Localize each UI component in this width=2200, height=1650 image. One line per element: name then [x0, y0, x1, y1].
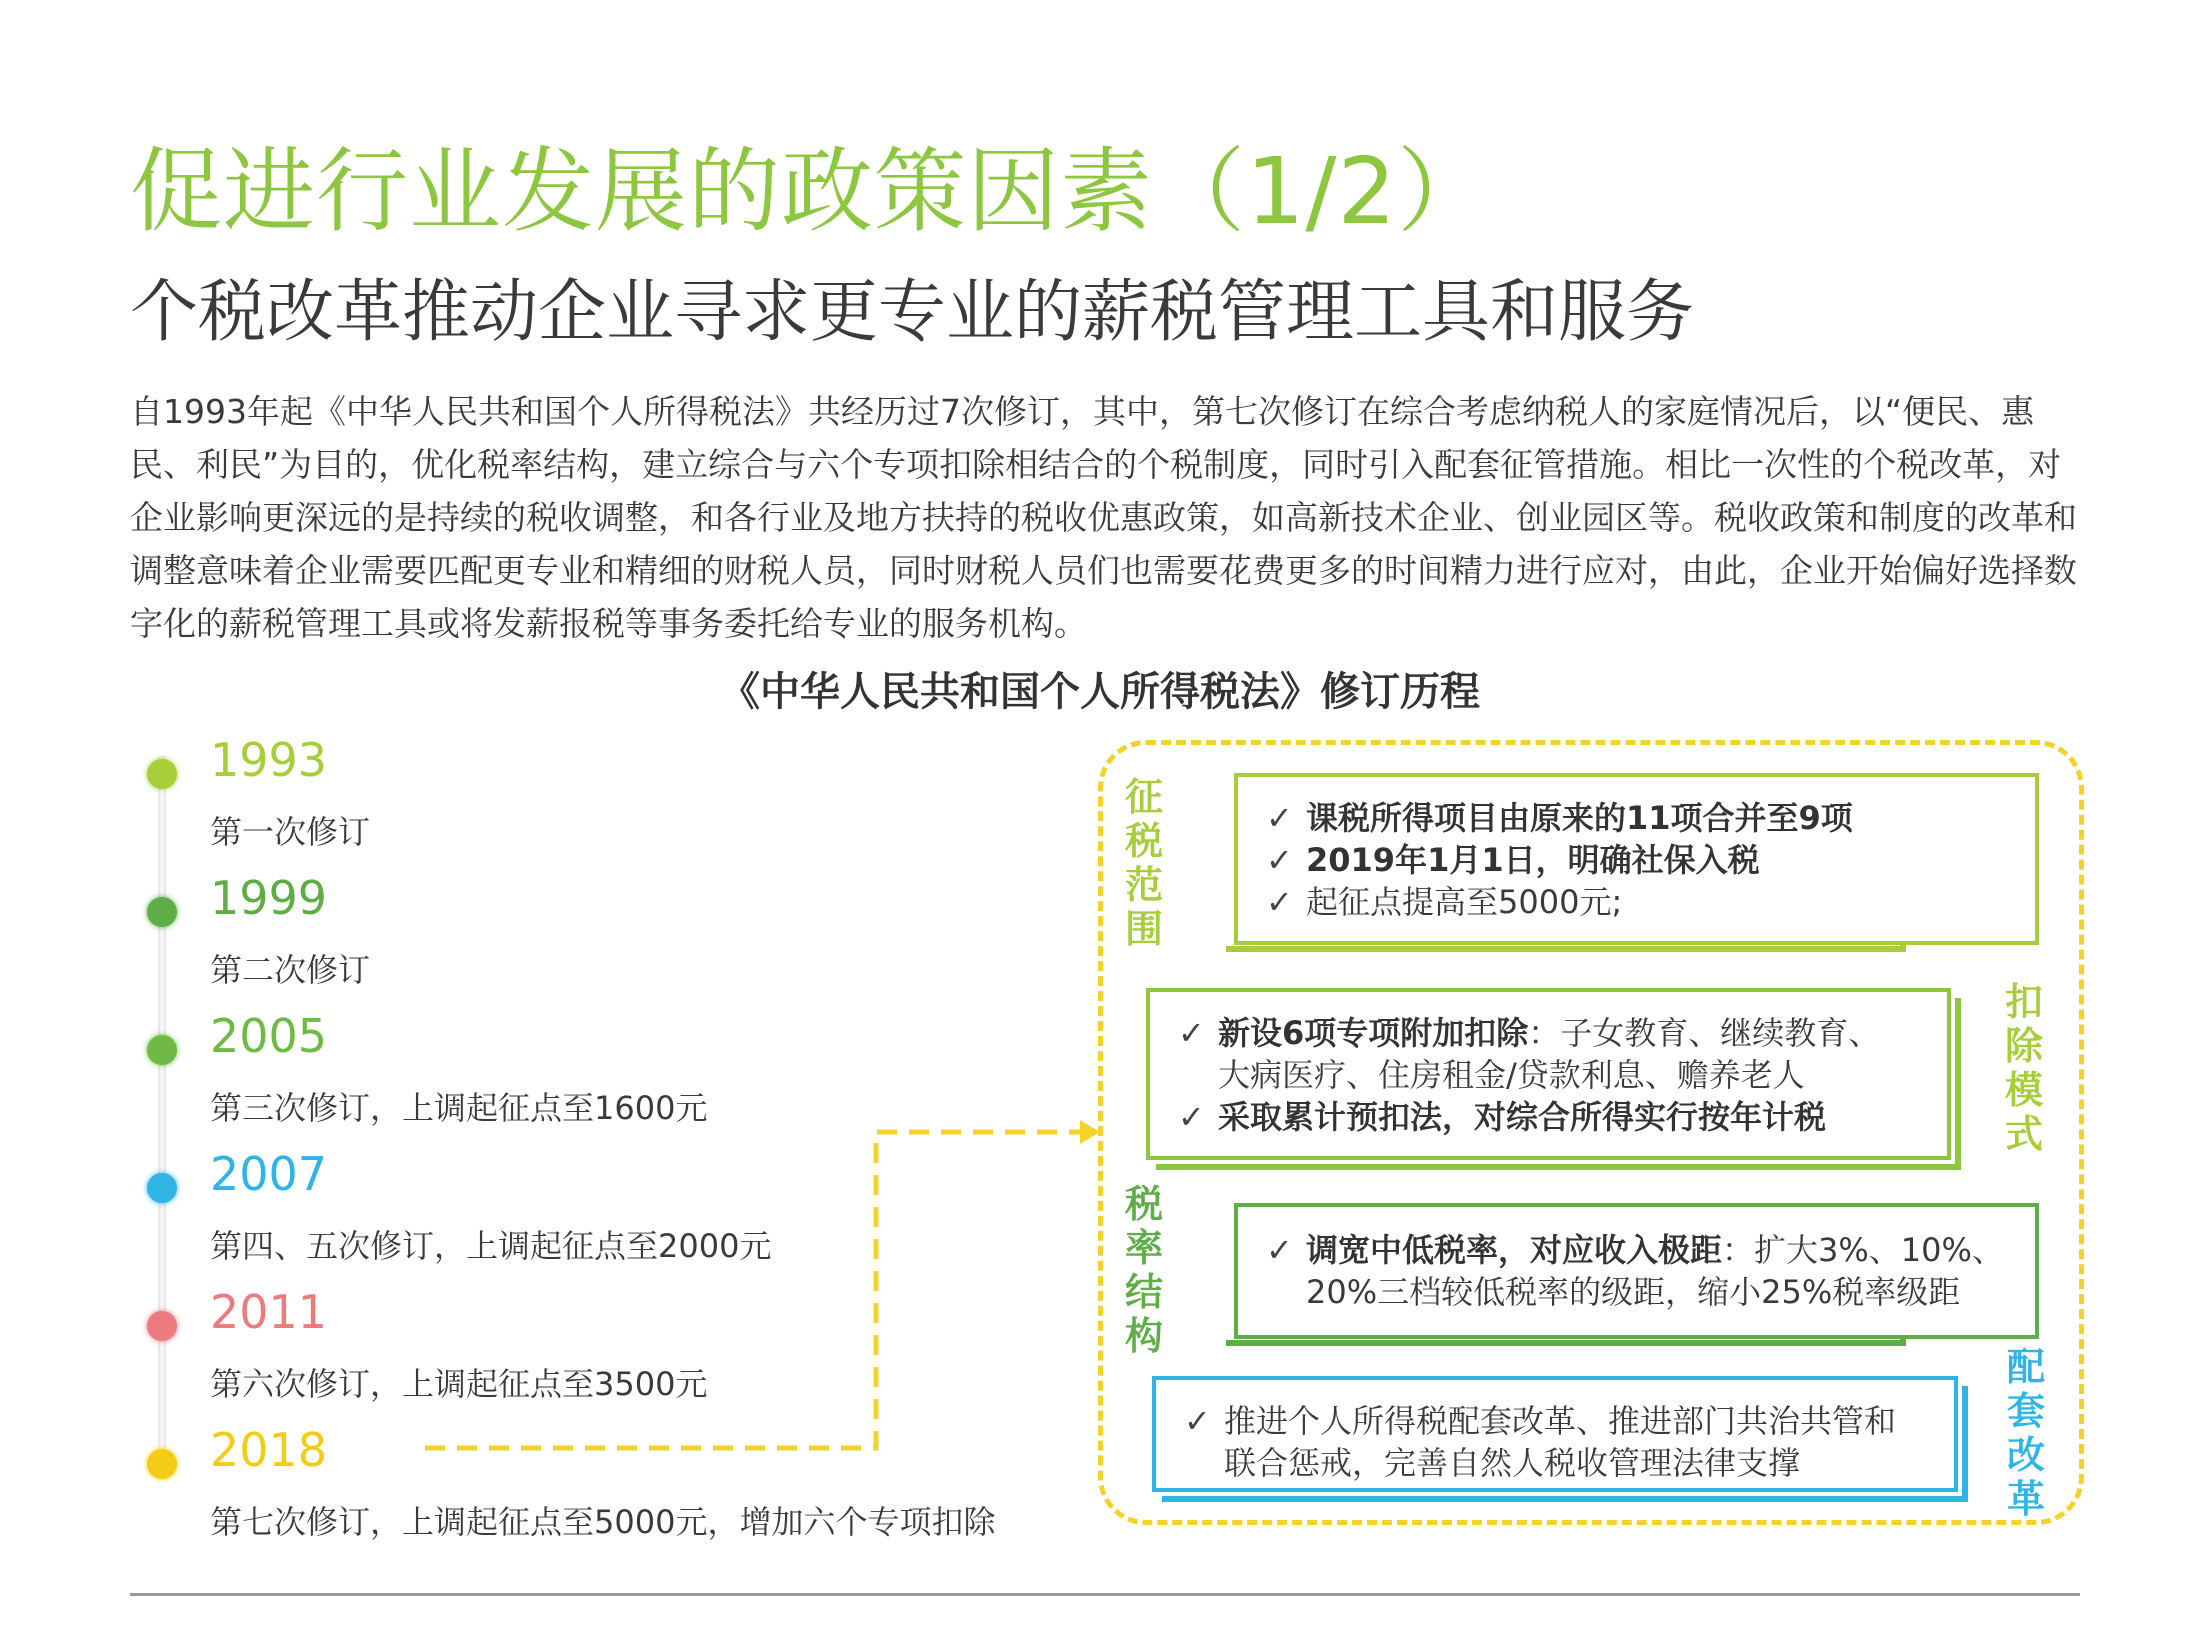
list-item: ✓ 课税所得项目由原来的11项合并至9项	[1266, 799, 1853, 837]
check-icon: ✓	[1266, 799, 1293, 837]
check-icon: ✓	[1184, 1402, 1211, 1440]
page-subtitle: 个税改革推动企业寻求更专业的薪税管理工具和服务	[130, 273, 1695, 352]
card-support	[1152, 1376, 1958, 1492]
label-support	[2002, 1345, 2050, 1521]
check-icon: ✓	[1178, 1014, 1205, 1052]
list-item-continued: 大病医疗、住房租金/贷款利息、赡养老人	[1218, 1056, 1805, 1094]
section-title: 《中华人民共和国个人所得税法》修订历程	[720, 669, 1480, 715]
timeline-desc: 第二次修订	[210, 951, 371, 989]
list-item-continued: 20%三档较低税率的级距，缩小25%税率级距	[1306, 1273, 1961, 1311]
label-deduction	[2000, 980, 2048, 1156]
label-deduction-text: 扣除模式	[2004, 980, 2043, 1156]
list-item-continued: 联合惩戒，完善自然人税收管理法律支撑	[1224, 1444, 1801, 1482]
timeline-desc: 第三次修订，上调起征点至1600元	[210, 1089, 708, 1127]
check-icon: ✓	[1178, 1098, 1205, 1136]
timeline-dot	[147, 1173, 177, 1203]
label-rate	[1120, 1182, 1168, 1358]
list-item: ✓ 调宽中低税率，对应收入极距：扩大3%、10%、	[1266, 1231, 2004, 1269]
card-scope	[1234, 773, 2039, 945]
timeline-desc: 第六次修订，上调起征点至3500元	[210, 1365, 708, 1403]
timeline-desc: 第一次修订	[210, 813, 371, 851]
label-scope	[1120, 775, 1168, 951]
timeline-desc: 第七次修订，上调起征点至5000元，增加六个专项扣除	[210, 1503, 996, 1541]
list-item: ✓ 起征点提高至5000元;	[1266, 883, 1623, 921]
timeline-dot	[147, 897, 177, 927]
timeline-year: 1993	[210, 733, 328, 787]
intro-paragraph: 自1993年起《中华人民共和国个人所得税法》共经历过7次修订，其中，第七次修订在综合考虑纳税人的家庭情况后，以“便民、惠民、利民”为目的，优化税率结构，建立综合与六个专项扣除相结合的个税制度，同时引入配套征管措施。相比一次性的个税改革，对企业影响更深远的是持续的税收调整，和各行业及地方扶持的税收优惠政策，如高新技术企业、创业园区等。税收政策和制度的改革和调整意味着企业需要匹配更专业和精细的财税人员，同时财税人员们也需要花费更多的时间精力进行应对，由此，企业开始偏好选择数字化的薪税管理工具或将发薪报税等事务委托给专业的服务机构。	[130, 392, 2077, 643]
timeline-desc: 第四、五次修订，上调起征点至2000元	[210, 1227, 772, 1265]
list-item: ✓ 推进个人所得税配套改革、推进部门共治共管和	[1184, 1402, 1897, 1440]
label-support-text: 配套改革	[2006, 1345, 2045, 1521]
list-item: ✓ 2019年1月1日，明确社保入税	[1266, 841, 1760, 879]
card-deduction	[1146, 988, 1951, 1160]
check-icon: ✓	[1266, 841, 1293, 879]
check-icon: ✓	[1266, 1231, 1293, 1269]
label-rate-text: 税率结构	[1124, 1182, 1163, 1358]
list-item: ✓ 新设6项专项附加扣除：子女教育、继续教育、	[1178, 1014, 1881, 1052]
timeline-dot	[147, 1311, 177, 1341]
timeline-year: 1999	[210, 871, 328, 925]
label-scope-text: 征税范围	[1124, 775, 1163, 951]
timeline-dot	[147, 1035, 177, 1065]
card-rate	[1234, 1203, 2039, 1339]
connector-arrow-icon	[400, 1110, 1120, 1460]
check-icon: ✓	[1266, 883, 1293, 921]
bottom-divider	[130, 1593, 2080, 1596]
timeline-year: 2018	[210, 1423, 328, 1477]
timeline-dot	[147, 759, 177, 789]
timeline-line	[158, 755, 166, 1455]
timeline-dot	[147, 1449, 177, 1479]
timeline-year: 2007	[210, 1147, 328, 1201]
page-title: 促进行业发展的政策因素（1/2）	[130, 138, 1491, 245]
timeline-year: 2005	[210, 1009, 328, 1063]
list-item: ✓ 采取累计预扣法，对综合所得实行按年计税	[1178, 1098, 1827, 1136]
timeline-year: 2011	[210, 1285, 328, 1339]
